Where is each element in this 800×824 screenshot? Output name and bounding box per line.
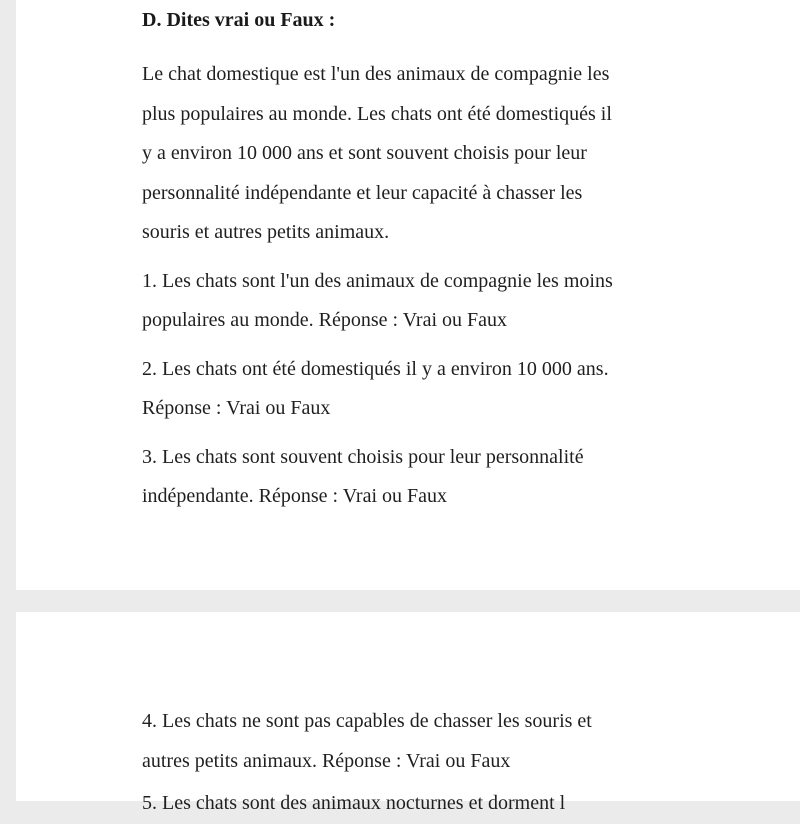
question-4 [142, 702, 782, 781]
intro-line: plus populaires au monde. Les chats ont été domestiqués il [142, 102, 612, 125]
question-line: 3. Les chats sont souvent choisis pour leur personnalité [142, 445, 584, 468]
page-1-content [142, 7, 782, 526]
intro-line: Le chat domestique est l'un des animaux de compagnie les [142, 63, 610, 85]
question-5-partial: 5. Les chats sont des animaux nocturnes et dorment l [142, 792, 566, 814]
intro-line: personnalité indépendante et leur capacité à chasser les [142, 181, 583, 204]
document-page-2 [16, 612, 800, 814]
question-line: 1. Les chats sont l'un des animaux de compagnie les moins [142, 269, 613, 292]
question-3 [142, 438, 782, 517]
document-page-1 [16, 0, 800, 590]
question-line: populaires au monde. Réponse : Vrai ou Faux [142, 309, 508, 331]
intro-line: souris et autres petits animaux. [142, 221, 390, 243]
question-line: 4. Les chats ne sont pas capables de chasser les souris et [142, 710, 592, 732]
intro-line: y a environ 10 000 ans et sont souvent choisis pour leur [142, 142, 587, 164]
question-line: indépendante. Réponse : Vrai ou Faux [142, 485, 448, 507]
intro-paragraph [142, 55, 782, 253]
page-2-content [142, 702, 782, 814]
question-line: autres petits animaux. Réponse : Vrai ou Faux [142, 749, 511, 772]
question-1 [142, 262, 782, 341]
section-heading: D. Dites vrai ou Faux : [142, 9, 336, 31]
question-line: 2. Les chats ont été domestiqués il y a environ 10 000 ans. [142, 357, 609, 380]
question-2 [142, 350, 782, 429]
question-line: Réponse : Vrai ou Faux [142, 397, 331, 419]
